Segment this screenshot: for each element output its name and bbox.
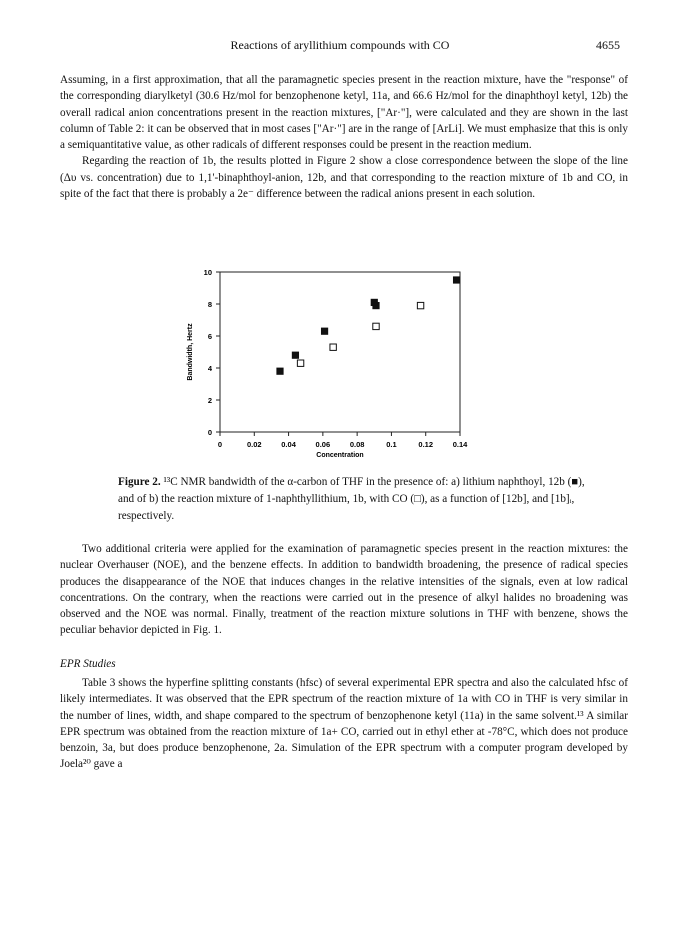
figure-caption xyxy=(118,474,588,525)
page-number: 4655 xyxy=(596,38,620,52)
caption-text: ¹³C NMR bandwidth of the α-carbon of THF in the presence of: a) lithium naphthoyl, 12b (■), and of b) the reaction mixture of 1-naphthyllithium, 1b, with CO (□), as a function of [12b], and [1b]ᵢ, respectively. xyxy=(118,476,585,522)
x-tick-label: 0.12 xyxy=(418,440,434,449)
text-block-bottom xyxy=(60,675,628,773)
caption-label: Figure 2. xyxy=(118,476,161,488)
data-point-open xyxy=(373,323,379,329)
x-tick-label: 0.04 xyxy=(281,440,296,449)
y-tick-label: 4 xyxy=(207,364,212,373)
text-block-middle xyxy=(60,541,628,639)
x-tick-label: 0.02 xyxy=(246,440,262,449)
plot-frame xyxy=(220,272,460,432)
y-tick-label: 10 xyxy=(203,268,212,277)
data-point-filled xyxy=(277,368,283,374)
data-point-filled xyxy=(371,299,377,305)
data-point-open xyxy=(417,302,423,308)
x-tick-label: 0.08 xyxy=(349,440,365,449)
x-tick-label: 0.06 xyxy=(315,440,331,449)
y-tick-label: 0 xyxy=(207,428,212,437)
paragraph-2: Regarding the reaction of 1b, the results plotted in Figure 2 show a close correspondence between the slope of the line (Δυ vs. concentration) due to 1,1'-binaphthoyl-anion, 12b, and that corresponding to the reaction mixture of 1b and CO, in spite of the fact that there is probably a 2e⁻ difference between the radical anions present in each solution. xyxy=(60,155,628,201)
x-axis-label: Concentration xyxy=(316,452,364,459)
scatter-plot xyxy=(160,262,530,472)
x-tick-label: 0 xyxy=(217,440,223,449)
paragraph-3: Two additional criteria were applied for the examination of paramagnetic species present in the reaction mixtures: the nuclear Overhauser (NOE), and the benzene effects. In addition to bandwidth broadening, the presence of radical species produces the disappearance of the NOE that induces changes in the relative intensities of the signals, even at low radical concentrations. On the contrary, when the reactions were carried out in the presence of alkyl halides no broadening was observed and the NOE was normal. Finally, treatment of the reaction mixture solutions in THF with benzene, shows the peculiar behavior depicted in Fig. 1. xyxy=(60,543,628,637)
paragraph-4: Table 3 shows the hyperfine splitting constants (hfsc) of several experimental EPR spectra and also the calculated hfsc of likely intermediates. It was observed that the EPR spectrum of the reaction mixture of 1a with CO in THF is very similar in the number of lines, width, and shape compared to the spectrum of benzophenone ketyl (11a) in the same solvent.¹³ A similar EPR spectrum was obtained from the reaction mixture of 1a+ CO, carried out in ethyl ether at -78°C, which does not produce benzoin, 3a, but does produce benzophenone, 2a. Simulation of the EPR spectrum with a computer program developed by Joela²⁰ gave a xyxy=(60,677,628,771)
y-tick-label: 6 xyxy=(207,332,212,341)
y-tick-label: 2 xyxy=(207,396,212,405)
x-tick-label: 0.1 xyxy=(386,440,397,449)
data-point-filled xyxy=(292,352,298,358)
text-block-top xyxy=(60,72,628,202)
paragraph-1: Assuming, in a first approximation, that all the paramagnetic species present in the reaction mixture, have the "response" of the corresponding diarylketyl (30.6 Hz/mol for benzophenone ketyl, 11a, and 66.6 Hz/mol for the dinaphthoyl ketyl, 12b) the overall radical anion concentrations present in the reaction mixtures, ["Ar·"], were calculated and they are shown in the last column of Table 2: it can be observed that in most cases ["Ar·"] are in the range of [ArLi]. We must emphasize that this is only a semiquantitative value, as other radicals of different responses could be present in the reaction medium. xyxy=(60,74,628,152)
data-point-filled xyxy=(453,277,459,283)
figure-2-chart xyxy=(160,262,530,472)
y-tick-label: 8 xyxy=(207,300,212,309)
data-point-filled xyxy=(321,328,327,334)
running-header xyxy=(60,38,620,54)
section-heading: EPR Studies xyxy=(60,658,116,670)
x-tick-label: 0.14 xyxy=(452,440,468,449)
running-title: Reactions of aryllithium compounds with CO xyxy=(230,38,450,52)
y-axis-label: Bandwidth, Hertz xyxy=(187,323,194,381)
data-point-open xyxy=(330,344,336,350)
data-point-open xyxy=(297,360,303,366)
